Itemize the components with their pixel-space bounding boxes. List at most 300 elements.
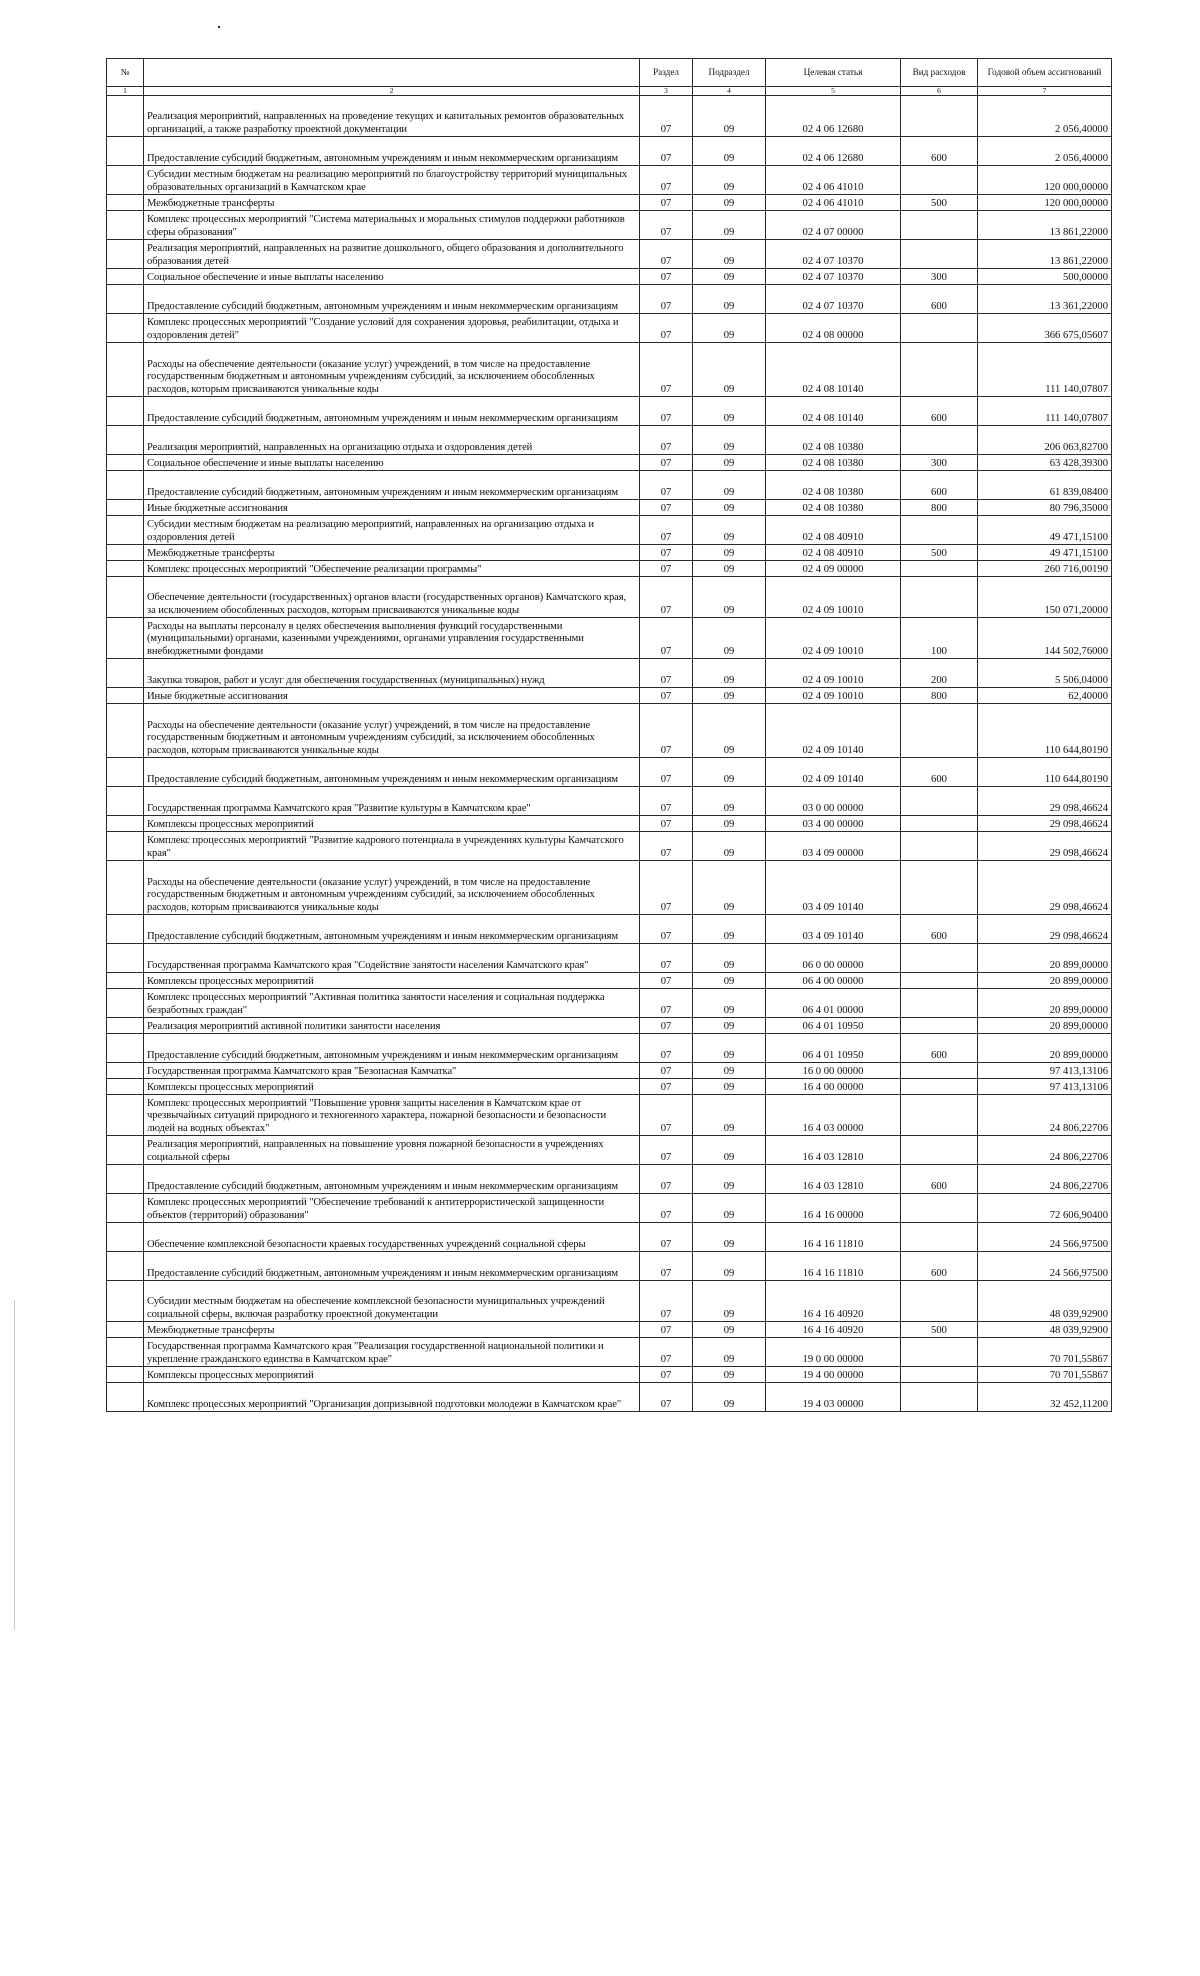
row-target-article-cell: 02 4 09 00000	[766, 561, 901, 577]
row-amount-cell: 111 140,07807	[978, 397, 1112, 426]
row-razdel-cell: 07	[640, 500, 693, 516]
col-index: 1	[107, 87, 144, 96]
row-razdel-cell: 07	[640, 455, 693, 471]
row-number-cell	[107, 426, 144, 455]
row-target-article-cell: 19 0 00 00000	[766, 1338, 901, 1367]
row-expense-type-cell: 100	[901, 618, 978, 659]
row-target-article-cell: 16 4 16 40920	[766, 1322, 901, 1338]
row-target-article-cell: 02 4 08 40910	[766, 516, 901, 545]
table-row	[107, 1063, 1112, 1079]
row-amount-cell: 120 000,00000	[978, 166, 1112, 195]
row-name-cell: Межбюджетные трансферты	[144, 1322, 640, 1338]
col-index: 7	[978, 87, 1112, 96]
row-name-cell: Предоставление субсидий бюджетным, автономным учреждениям и иным некоммерческим организациям	[144, 1165, 640, 1194]
row-amount-cell: 150 071,20000	[978, 577, 1112, 618]
col-header-name	[144, 59, 640, 87]
row-podrazdel-cell: 09	[693, 787, 766, 816]
table-row	[107, 500, 1112, 516]
row-expense-type-cell: 800	[901, 500, 978, 516]
row-expense-type-cell	[901, 211, 978, 240]
row-razdel-cell: 07	[640, 269, 693, 285]
row-number-cell	[107, 758, 144, 787]
row-amount-cell: 29 098,46624	[978, 915, 1112, 944]
row-expense-type-cell: 200	[901, 659, 978, 688]
row-name-cell: Комплексы процессных мероприятий	[144, 973, 640, 989]
row-target-article-cell: 02 4 08 10140	[766, 343, 901, 397]
row-amount-cell: 500,00000	[978, 269, 1112, 285]
row-razdel-cell: 07	[640, 397, 693, 426]
row-target-article-cell: 02 4 06 41010	[766, 166, 901, 195]
table-row	[107, 1338, 1112, 1367]
row-amount-cell: 29 098,46624	[978, 861, 1112, 915]
row-amount-cell: 111 140,07807	[978, 343, 1112, 397]
row-podrazdel-cell: 09	[693, 659, 766, 688]
budget-table	[106, 58, 1112, 1412]
row-razdel-cell: 07	[640, 1322, 693, 1338]
row-number-cell	[107, 211, 144, 240]
row-target-article-cell: 02 4 07 10370	[766, 285, 901, 314]
row-podrazdel-cell: 09	[693, 1281, 766, 1322]
row-razdel-cell: 07	[640, 1252, 693, 1281]
row-number-cell	[107, 285, 144, 314]
row-number-cell	[107, 1383, 144, 1412]
table-row	[107, 1165, 1112, 1194]
row-target-article-cell: 16 4 03 12810	[766, 1165, 901, 1194]
row-target-article-cell: 02 4 09 10010	[766, 577, 901, 618]
row-name-cell: Закупка товаров, работ и услуг для обеспечения государственных (муниципальных) нужд	[144, 659, 640, 688]
row-expense-type-cell: 600	[901, 1034, 978, 1063]
col-header-podrazdel: Подраздел	[693, 59, 766, 87]
row-name-cell: Иные бюджетные ассигнования	[144, 688, 640, 704]
row-expense-type-cell: 800	[901, 688, 978, 704]
row-amount-cell: 29 098,46624	[978, 832, 1112, 861]
row-expense-type-cell	[901, 1079, 978, 1095]
row-target-article-cell: 06 4 00 00000	[766, 973, 901, 989]
table-body	[107, 96, 1112, 1412]
row-amount-cell: 49 471,15100	[978, 545, 1112, 561]
row-name-cell: Расходы на обеспечение деятельности (оказание услуг) учреждений, в том числе на предоставление государственным бюджетным и автономным учреждениям субсидий, за исключением обособленных расходов, которым присваиваются уникальные коды	[144, 704, 640, 758]
row-number-cell	[107, 195, 144, 211]
row-podrazdel-cell: 09	[693, 500, 766, 516]
row-razdel-cell: 07	[640, 944, 693, 973]
table-row	[107, 96, 1112, 137]
row-name-cell: Комплекс процессных мероприятий "Повышение уровня защиты населения в Камчатском крае от чрезвычайных ситуаций природного и техногенного характера, пожарной безопасности и безопасности людей на водных объектах"	[144, 1095, 640, 1136]
table-row	[107, 1322, 1112, 1338]
row-amount-cell: 2 056,40000	[978, 137, 1112, 166]
row-number-cell	[107, 989, 144, 1018]
col-index: 6	[901, 87, 978, 96]
row-razdel-cell: 07	[640, 166, 693, 195]
row-name-cell: Обеспечение комплексной безопасности краевых государственных учреждений социальной сферы	[144, 1223, 640, 1252]
row-name-cell: Комплекс процессных мероприятий "Система материальных и моральных стимулов поддержки работников сферы образования"	[144, 211, 640, 240]
row-name-cell: Комплексы процессных мероприятий	[144, 1367, 640, 1383]
row-number-cell	[107, 944, 144, 973]
row-expense-type-cell: 600	[901, 1165, 978, 1194]
table-row	[107, 195, 1112, 211]
row-expense-type-cell	[901, 832, 978, 861]
row-podrazdel-cell: 09	[693, 1194, 766, 1223]
table-row	[107, 915, 1112, 944]
table-row	[107, 688, 1112, 704]
row-number-cell	[107, 269, 144, 285]
row-name-cell: Межбюджетные трансферты	[144, 545, 640, 561]
row-podrazdel-cell: 09	[693, 1018, 766, 1034]
row-number-cell	[107, 166, 144, 195]
table-row	[107, 577, 1112, 618]
row-name-cell: Реализация мероприятий, направленных на проведение текущих и капитальных ремонтов образовательных организаций, а также разработку проектной документации	[144, 96, 640, 137]
row-number-cell	[107, 137, 144, 166]
row-expense-type-cell	[901, 989, 978, 1018]
row-target-article-cell: 02 4 07 10370	[766, 269, 901, 285]
row-expense-type-cell	[901, 343, 978, 397]
table-row	[107, 211, 1112, 240]
row-amount-cell: 24 806,22706	[978, 1136, 1112, 1165]
row-target-article-cell: 03 4 09 00000	[766, 832, 901, 861]
row-expense-type-cell	[901, 314, 978, 343]
row-razdel-cell: 07	[640, 1338, 693, 1367]
row-expense-type-cell	[901, 240, 978, 269]
row-expense-type-cell: 300	[901, 269, 978, 285]
row-razdel-cell: 07	[640, 1079, 693, 1095]
row-podrazdel-cell: 09	[693, 166, 766, 195]
table-row	[107, 861, 1112, 915]
row-target-article-cell: 02 4 06 12680	[766, 96, 901, 137]
row-amount-cell: 13 861,22000	[978, 240, 1112, 269]
row-podrazdel-cell: 09	[693, 1063, 766, 1079]
row-number-cell	[107, 1367, 144, 1383]
row-amount-cell: 13 361,22000	[978, 285, 1112, 314]
row-target-article-cell: 16 4 00 00000	[766, 1079, 901, 1095]
row-amount-cell: 24 566,97500	[978, 1223, 1112, 1252]
row-expense-type-cell	[901, 973, 978, 989]
table-row	[107, 973, 1112, 989]
row-number-cell	[107, 1079, 144, 1095]
row-name-cell: Социальное обеспечение и иные выплаты населению	[144, 455, 640, 471]
row-podrazdel-cell: 09	[693, 343, 766, 397]
table-row	[107, 1367, 1112, 1383]
row-podrazdel-cell: 09	[693, 195, 766, 211]
table-row	[107, 240, 1112, 269]
row-expense-type-cell	[901, 1095, 978, 1136]
row-expense-type-cell: 600	[901, 471, 978, 500]
row-name-cell: Предоставление субсидий бюджетным, автономным учреждениям и иным некоммерческим организациям	[144, 285, 640, 314]
row-podrazdel-cell: 09	[693, 688, 766, 704]
row-amount-cell: 49 471,15100	[978, 516, 1112, 545]
row-razdel-cell: 07	[640, 989, 693, 1018]
row-expense-type-cell	[901, 816, 978, 832]
row-amount-cell: 61 839,08400	[978, 471, 1112, 500]
col-header-target-article: Целевая статья	[766, 59, 901, 87]
row-podrazdel-cell: 09	[693, 1367, 766, 1383]
row-name-cell: Реализация мероприятий активной политики занятости населения	[144, 1018, 640, 1034]
scan-speck	[218, 26, 220, 28]
row-number-cell	[107, 1136, 144, 1165]
row-number-cell	[107, 1018, 144, 1034]
row-number-cell	[107, 240, 144, 269]
table-row	[107, 1018, 1112, 1034]
row-amount-cell: 29 098,46624	[978, 816, 1112, 832]
row-podrazdel-cell: 09	[693, 1136, 766, 1165]
table-row	[107, 1252, 1112, 1281]
row-amount-cell: 20 899,00000	[978, 989, 1112, 1018]
row-target-article-cell: 16 4 03 00000	[766, 1095, 901, 1136]
row-podrazdel-cell: 09	[693, 861, 766, 915]
row-podrazdel-cell: 09	[693, 973, 766, 989]
row-name-cell: Межбюджетные трансферты	[144, 195, 640, 211]
table-row	[107, 1194, 1112, 1223]
row-podrazdel-cell: 09	[693, 1165, 766, 1194]
table-row	[107, 516, 1112, 545]
row-amount-cell: 144 502,76000	[978, 618, 1112, 659]
table-row	[107, 166, 1112, 195]
row-number-cell	[107, 704, 144, 758]
row-number-cell	[107, 397, 144, 426]
row-name-cell: Комплекс процессных мероприятий "Обеспечение реализации программы"	[144, 561, 640, 577]
row-name-cell: Комплекс процессных мероприятий "Создание условий для сохранения здоровья, реабилитации, отдыха и оздоровления детей"	[144, 314, 640, 343]
row-target-article-cell: 16 4 16 40920	[766, 1281, 901, 1322]
row-podrazdel-cell: 09	[693, 561, 766, 577]
row-podrazdel-cell: 09	[693, 915, 766, 944]
row-podrazdel-cell: 09	[693, 704, 766, 758]
row-name-cell: Обеспечение деятельности (государственных) органов власти (государственных органов) Камчатского края, за исключением обособленных расходов, которым присваиваются уникальные коды	[144, 577, 640, 618]
row-podrazdel-cell: 09	[693, 426, 766, 455]
row-razdel-cell: 07	[640, 1223, 693, 1252]
row-razdel-cell: 07	[640, 1034, 693, 1063]
row-expense-type-cell: 600	[901, 1252, 978, 1281]
row-podrazdel-cell: 09	[693, 758, 766, 787]
table-row	[107, 471, 1112, 500]
row-podrazdel-cell: 09	[693, 577, 766, 618]
row-razdel-cell: 07	[640, 211, 693, 240]
row-podrazdel-cell: 09	[693, 240, 766, 269]
row-amount-cell: 24 566,97500	[978, 1252, 1112, 1281]
row-expense-type-cell: 500	[901, 195, 978, 211]
row-amount-cell: 24 806,22706	[978, 1095, 1112, 1136]
row-podrazdel-cell: 09	[693, 1252, 766, 1281]
row-expense-type-cell	[901, 1338, 978, 1367]
row-name-cell: Иные бюджетные ассигнования	[144, 500, 640, 516]
row-amount-cell: 5 506,04000	[978, 659, 1112, 688]
row-podrazdel-cell: 09	[693, 1338, 766, 1367]
row-razdel-cell: 07	[640, 1281, 693, 1322]
table-row	[107, 944, 1112, 973]
row-number-cell	[107, 1281, 144, 1322]
table-row	[107, 787, 1112, 816]
row-number-cell	[107, 659, 144, 688]
row-razdel-cell: 07	[640, 832, 693, 861]
row-number-cell	[107, 1252, 144, 1281]
table-row	[107, 1383, 1112, 1412]
table-row	[107, 561, 1112, 577]
row-target-article-cell: 02 4 08 10380	[766, 471, 901, 500]
row-name-cell: Предоставление субсидий бюджетным, автономным учреждениям и иным некоммерческим организациям	[144, 1034, 640, 1063]
row-name-cell: Расходы на обеспечение деятельности (оказание услуг) учреждений, в том числе на предоставление государственным бюджетным и автономным учреждениям субсидий, за исключением обособленных расходов, которым присваиваются уникальные коды	[144, 861, 640, 915]
row-razdel-cell: 07	[640, 758, 693, 787]
row-number-cell	[107, 915, 144, 944]
row-razdel-cell: 07	[640, 1383, 693, 1412]
row-podrazdel-cell: 09	[693, 269, 766, 285]
row-number-cell	[107, 343, 144, 397]
table-row	[107, 397, 1112, 426]
row-podrazdel-cell: 09	[693, 944, 766, 973]
row-target-article-cell: 16 4 16 11810	[766, 1223, 901, 1252]
row-number-cell	[107, 1322, 144, 1338]
table-row	[107, 704, 1112, 758]
column-number-row	[107, 87, 1112, 96]
row-target-article-cell: 02 4 09 10140	[766, 758, 901, 787]
row-number-cell	[107, 1165, 144, 1194]
row-expense-type-cell: 500	[901, 545, 978, 561]
row-razdel-cell: 07	[640, 816, 693, 832]
row-target-article-cell: 06 4 01 00000	[766, 989, 901, 1018]
row-razdel-cell: 07	[640, 1367, 693, 1383]
row-razdel-cell: 07	[640, 688, 693, 704]
row-name-cell: Комплексы процессных мероприятий	[144, 816, 640, 832]
row-expense-type-cell: 300	[901, 455, 978, 471]
row-target-article-cell: 06 4 01 10950	[766, 1018, 901, 1034]
row-podrazdel-cell: 09	[693, 618, 766, 659]
row-target-article-cell: 16 4 03 12810	[766, 1136, 901, 1165]
row-amount-cell: 2 056,40000	[978, 96, 1112, 137]
row-razdel-cell: 07	[640, 1095, 693, 1136]
row-number-cell	[107, 688, 144, 704]
row-name-cell: Предоставление субсидий бюджетным, автономным учреждениям и иным некоммерческим организациям	[144, 471, 640, 500]
row-name-cell: Предоставление субсидий бюджетным, автономным учреждениям и иным некоммерческим организациям	[144, 137, 640, 166]
row-expense-type-cell	[901, 861, 978, 915]
row-amount-cell: 260 716,00190	[978, 561, 1112, 577]
row-name-cell: Комплекс процессных мероприятий "Организация допризывной подготовки молодежи в Камчатском крае"	[144, 1383, 640, 1412]
row-name-cell: Предоставление субсидий бюджетным, автономным учреждениям и иным некоммерческим организациям	[144, 915, 640, 944]
table-row	[107, 758, 1112, 787]
row-expense-type-cell	[901, 787, 978, 816]
col-index: 3	[640, 87, 693, 96]
col-header-number: №	[107, 59, 144, 87]
row-number-cell	[107, 1095, 144, 1136]
col-header-expense-type: Вид расходов	[901, 59, 978, 87]
row-expense-type-cell	[901, 944, 978, 973]
row-razdel-cell: 07	[640, 915, 693, 944]
row-razdel-cell: 07	[640, 516, 693, 545]
row-number-cell	[107, 545, 144, 561]
row-name-cell: Предоставление субсидий бюджетным, автономным учреждениям и иным некоммерческим организациям	[144, 758, 640, 787]
row-razdel-cell: 07	[640, 1018, 693, 1034]
row-number-cell	[107, 577, 144, 618]
table-row	[107, 285, 1112, 314]
row-number-cell	[107, 787, 144, 816]
row-razdel-cell: 07	[640, 659, 693, 688]
row-amount-cell: 72 606,90400	[978, 1194, 1112, 1223]
row-target-article-cell: 02 4 08 40910	[766, 545, 901, 561]
row-target-article-cell: 02 4 09 10010	[766, 688, 901, 704]
row-razdel-cell: 07	[640, 195, 693, 211]
row-expense-type-cell: 600	[901, 915, 978, 944]
row-number-cell	[107, 561, 144, 577]
row-target-article-cell: 02 4 08 10140	[766, 397, 901, 426]
row-number-cell	[107, 1034, 144, 1063]
row-target-article-cell: 02 4 08 10380	[766, 455, 901, 471]
row-name-cell: Предоставление субсидий бюджетным, автономным учреждениям и иным некоммерческим организациям	[144, 397, 640, 426]
row-podrazdel-cell: 09	[693, 137, 766, 166]
table-row	[107, 343, 1112, 397]
row-amount-cell: 80 796,35000	[978, 500, 1112, 516]
row-target-article-cell: 02 4 07 00000	[766, 211, 901, 240]
row-expense-type-cell	[901, 577, 978, 618]
row-razdel-cell: 07	[640, 240, 693, 269]
row-number-cell	[107, 1338, 144, 1367]
row-target-article-cell: 19 4 03 00000	[766, 1383, 901, 1412]
row-target-article-cell: 03 4 09 10140	[766, 861, 901, 915]
row-amount-cell: 97 413,13106	[978, 1063, 1112, 1079]
row-podrazdel-cell: 09	[693, 455, 766, 471]
row-razdel-cell: 07	[640, 96, 693, 137]
row-expense-type-cell	[901, 516, 978, 545]
row-podrazdel-cell: 09	[693, 397, 766, 426]
row-name-cell: Субсидии местным бюджетам на реализацию мероприятий, направленных на организацию отдыха и оздоровления детей	[144, 516, 640, 545]
row-name-cell: Реализация мероприятий, направленных на развитие дошкольного, общего образования и дополнительного образования детей	[144, 240, 640, 269]
row-razdel-cell: 07	[640, 1136, 693, 1165]
row-expense-type-cell	[901, 1194, 978, 1223]
row-target-article-cell: 06 4 01 10950	[766, 1034, 901, 1063]
row-number-cell	[107, 973, 144, 989]
row-amount-cell: 29 098,46624	[978, 787, 1112, 816]
row-razdel-cell: 07	[640, 471, 693, 500]
row-name-cell: Комплекс процессных мероприятий "Развитие кадрового потенциала в учреждениях культуры Камчатского края"	[144, 832, 640, 861]
row-amount-cell: 20 899,00000	[978, 1018, 1112, 1034]
row-razdel-cell: 07	[640, 618, 693, 659]
row-razdel-cell: 07	[640, 1165, 693, 1194]
table-row	[107, 1136, 1112, 1165]
row-target-article-cell: 19 4 00 00000	[766, 1367, 901, 1383]
row-number-cell	[107, 96, 144, 137]
row-amount-cell: 32 452,11200	[978, 1383, 1112, 1412]
row-expense-type-cell: 500	[901, 1322, 978, 1338]
row-target-article-cell: 16 4 16 00000	[766, 1194, 901, 1223]
row-target-article-cell: 06 0 00 00000	[766, 944, 901, 973]
table-row	[107, 618, 1112, 659]
row-number-cell	[107, 1063, 144, 1079]
row-name-cell: Комплекс процессных мероприятий "Обеспечение требований к антитеррористической защищенности объектов (территорий) образования"	[144, 1194, 640, 1223]
row-amount-cell: 120 000,00000	[978, 195, 1112, 211]
row-number-cell	[107, 455, 144, 471]
row-podrazdel-cell: 09	[693, 516, 766, 545]
row-amount-cell: 97 413,13106	[978, 1079, 1112, 1095]
row-podrazdel-cell: 09	[693, 1322, 766, 1338]
row-podrazdel-cell: 09	[693, 816, 766, 832]
row-razdel-cell: 07	[640, 426, 693, 455]
row-name-cell: Государственная программа Камчатского края "Содействие занятости населения Камчатского края"	[144, 944, 640, 973]
scan-margin-mark	[14, 1300, 15, 1630]
row-podrazdel-cell: 09	[693, 471, 766, 500]
row-target-article-cell: 16 4 16 11810	[766, 1252, 901, 1281]
row-target-article-cell: 02 4 08 00000	[766, 314, 901, 343]
table-row	[107, 269, 1112, 285]
row-target-article-cell: 02 4 06 41010	[766, 195, 901, 211]
row-name-cell: Реализация мероприятий, направленных на повышение уровня пожарной безопасности в учреждениях социальной сферы	[144, 1136, 640, 1165]
row-podrazdel-cell: 09	[693, 1079, 766, 1095]
row-podrazdel-cell: 09	[693, 285, 766, 314]
row-target-article-cell: 03 4 00 00000	[766, 816, 901, 832]
row-razdel-cell: 07	[640, 861, 693, 915]
row-expense-type-cell	[901, 1281, 978, 1322]
row-razdel-cell: 07	[640, 343, 693, 397]
row-target-article-cell: 02 4 07 10370	[766, 240, 901, 269]
table-row	[107, 659, 1112, 688]
table-row	[107, 314, 1112, 343]
row-target-article-cell: 03 0 00 00000	[766, 787, 901, 816]
row-expense-type-cell	[901, 96, 978, 137]
row-expense-type-cell: 600	[901, 285, 978, 314]
row-razdel-cell: 07	[640, 704, 693, 758]
